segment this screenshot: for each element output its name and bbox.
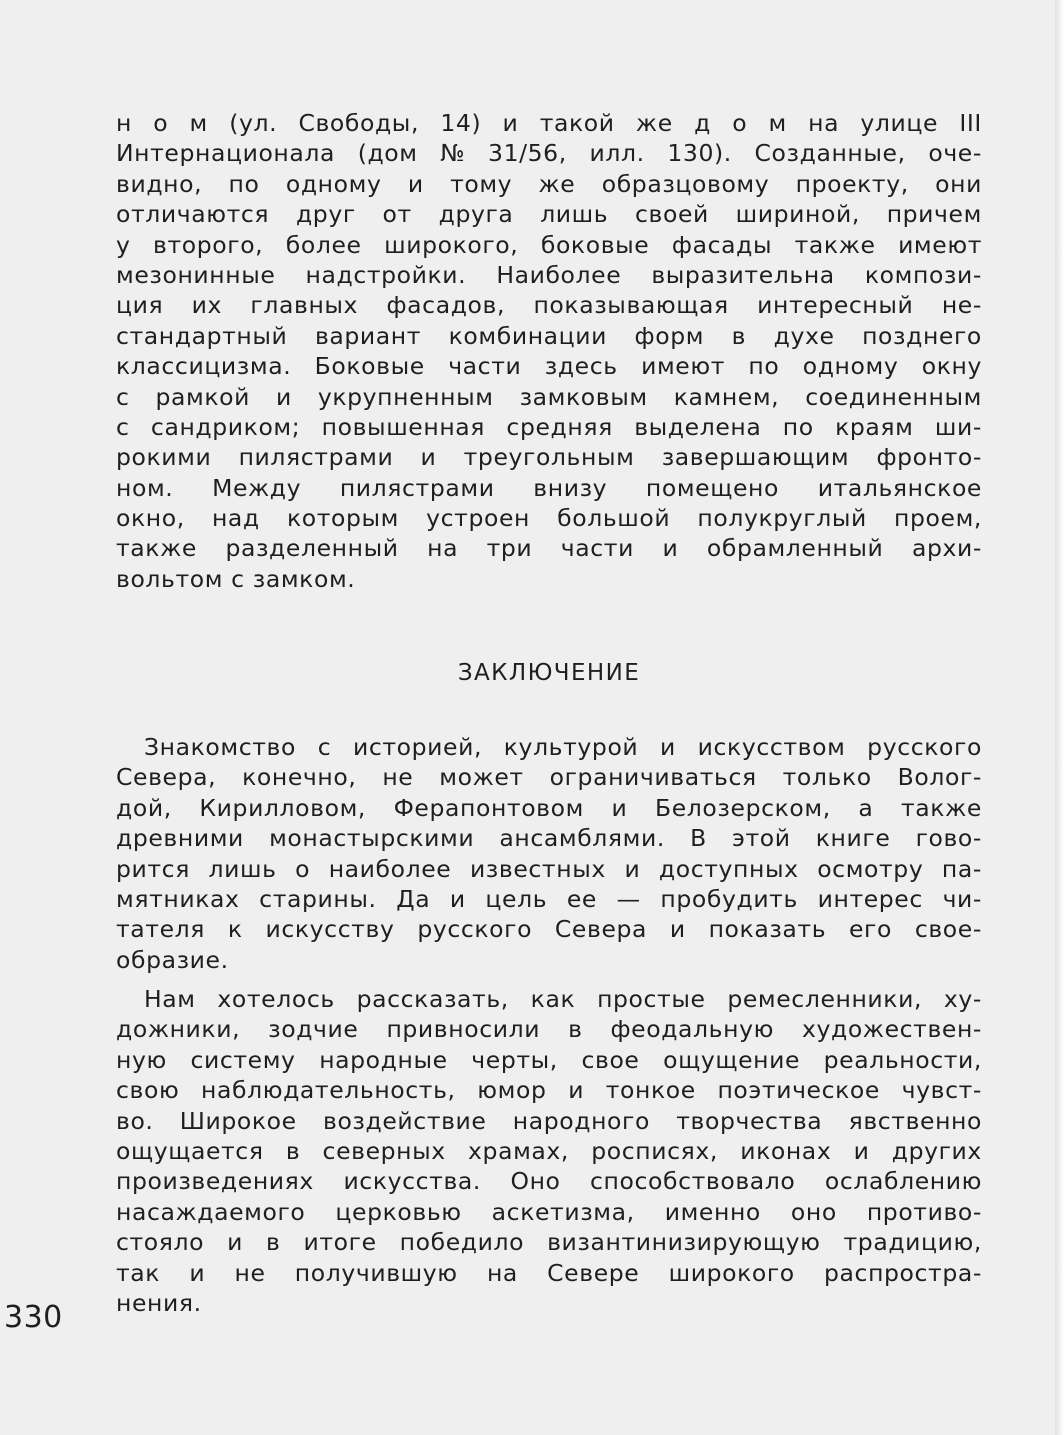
text-line: видно, по одному и тому же образцовому проекту, они — [116, 169, 982, 198]
text-line: ном. Между пилястрами внизу помещено итальянское — [116, 473, 982, 502]
text-line: Интернационала (дом № 31/56, илл. 130). Созданные, оче- — [116, 139, 982, 168]
top-paragraph — [116, 108, 982, 594]
text-line: мезонинные надстройки. Наиболее выразительна компози- — [116, 260, 982, 289]
text-line: тателя к искусству русского Севера и показать его свое- — [116, 915, 982, 944]
text-line: Знакомство с историей, культурой и искусством русского — [144, 733, 982, 761]
page-number: 330 — [4, 1300, 63, 1335]
text-line: с сандриком; повышенная средняя выделена по краям ши- — [116, 412, 982, 441]
text-line: дой, Кирилловом, Ферапонтовом и Белозерском, а также — [116, 793, 982, 822]
conclusion-paragraph-1 — [116, 732, 982, 975]
text-line: произведениях искусства. Оно способствовало ослаблению — [116, 1167, 982, 1196]
text-line: с рамкой и укрупненным замковым камнем, соединенным — [116, 382, 982, 411]
text-line: так и не получившую на Севере широкого распростра- — [116, 1258, 982, 1287]
text-line: древними монастырскими ансамблями. В этой книге гово- — [116, 824, 982, 853]
text-line: отличаются друг от друга лишь своей шириной, причем — [116, 200, 982, 229]
text-line: классицизма. Боковые части здесь имеют по одному окну — [116, 352, 982, 381]
text-line: вольтом с замком. — [116, 564, 356, 593]
text-line: Нам хотелось рассказать, как простые ремесленники, ху- — [144, 985, 982, 1013]
text-line: ощущается в северных храмах, росписях, иконах и других — [116, 1136, 982, 1165]
text-line: ную систему народные черты, свое ощущение реальности, — [116, 1045, 982, 1074]
text-line: дожники, зодчие привносили в феодальную художествен- — [116, 1015, 982, 1044]
conclusion-paragraph-2 — [116, 984, 982, 1318]
text-line: образие. — [116, 945, 229, 974]
text-line: свою наблюдательность, юмор и тонкое поэтическое чувст- — [116, 1076, 982, 1105]
text-line: ция их главных фасадов, показывающая интересный не- — [116, 291, 982, 320]
text-line: н о м (ул. Свободы, 14) и такой же д о м на улице III — [116, 109, 982, 137]
section-heading: ЗАКЛЮЧЕНИЕ — [457, 660, 641, 686]
text-line: во. Широкое воздействие народного творчества явственно — [116, 1106, 982, 1135]
text-line: стандартный вариант комбинации форм в духе позднего — [116, 321, 982, 350]
text-line: Севера, конечно, не может ограничиваться только Волог- — [116, 763, 982, 792]
text-line: мятниках старины. Да и цель ее — пробудить интерес чи- — [116, 884, 982, 913]
text-line: также разделенный на три части и обрамленный архи- — [116, 534, 982, 563]
text-line: нения. — [116, 1288, 202, 1317]
text-line: окно, над которым устроен большой полукруглый проем, — [116, 504, 982, 533]
text-line: стояло и в итоге победило византинизирующую традицию, — [116, 1228, 982, 1257]
page-edge — [1055, 0, 1064, 1435]
text-line: у второго, более широкого, боковые фасады также имеют — [116, 230, 982, 259]
text-line: рится лишь о наиболее известных и доступных осмотру па- — [116, 854, 982, 883]
text-line: насаждаемого церковью аскетизма, именно оно противо- — [116, 1197, 982, 1226]
text-line: рокими пилястрами и треугольным завершающим фронто- — [116, 443, 982, 472]
